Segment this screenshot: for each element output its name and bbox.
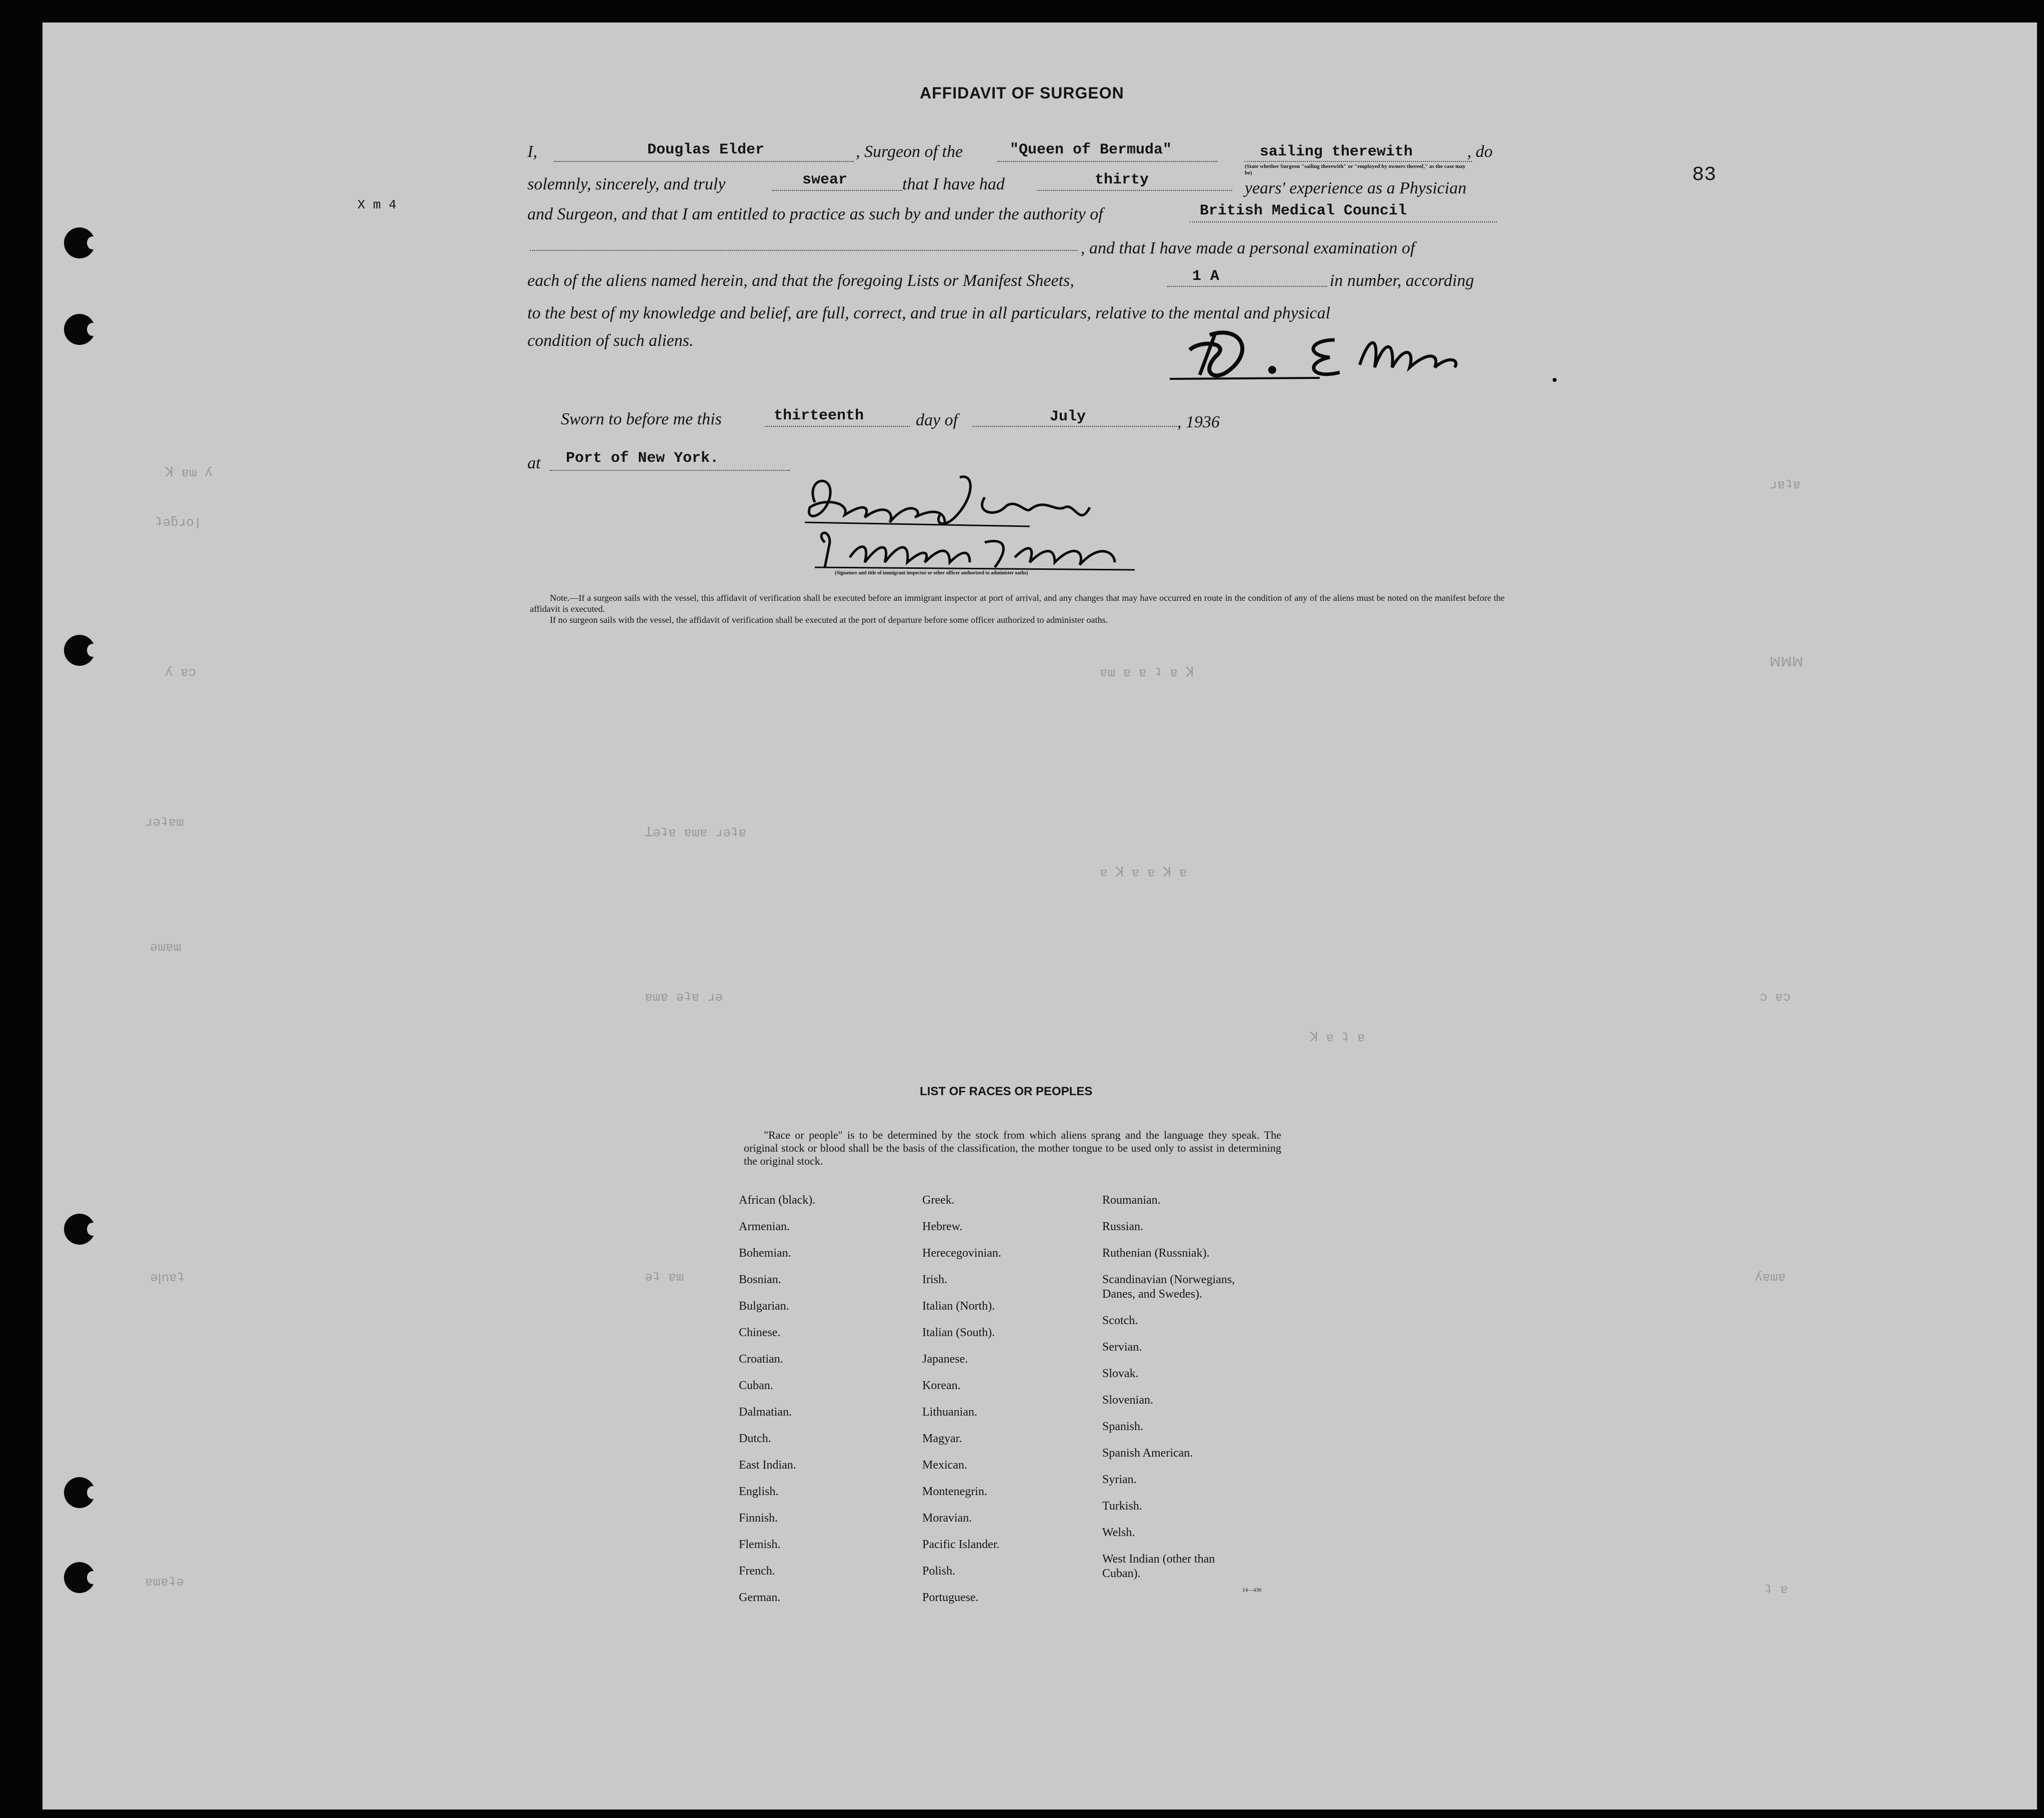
fill-line (554, 161, 854, 162)
race-item: Korean. (922, 1379, 961, 1392)
fill-line (1190, 221, 1497, 222)
races-intro: "Race or people" is to be determined by the stock from which aliens sprang and the language they speak. The original stock or blood shall be the basis of the classification, the mother tongue to be used only to assist in determining the original stock. (744, 1129, 1281, 1167)
race-item: Scotch. (1102, 1314, 1138, 1327)
race-item: Finnish. (739, 1512, 778, 1525)
affidavit-label: that I have had (902, 175, 1005, 193)
document-sheet (42, 22, 2037, 1810)
inspector-signature (795, 467, 1175, 582)
note-paragraph: Note.—If a surgeon sails with the vessel, this affidavit of verification shall be executed before an immigrant inspector at port of arrival, and any changes that may have occurred en route in the condition of any of the aliens must be noted on the manifest before the affidavit is executed. (530, 593, 1505, 614)
race-item: Slovenian. (1102, 1394, 1153, 1407)
race-item: Welsh. (1102, 1526, 1135, 1539)
fill-line (550, 470, 790, 471)
race-item: French. (739, 1565, 775, 1578)
sworn-day: thirteenth (774, 407, 864, 424)
race-item: Croatian. (739, 1353, 783, 1366)
affidavit-label: I, (527, 142, 537, 161)
race-item: Danes, and Swedes). (1102, 1288, 1202, 1301)
oath-type: swear (802, 171, 848, 188)
race-item: Pacific Islander. (922, 1538, 1000, 1551)
race-item: Hebrew. (922, 1220, 963, 1233)
sworn-label: at (527, 454, 541, 472)
fill-line (765, 426, 910, 427)
race-item: Dutch. (739, 1432, 771, 1445)
capacity-note: (State whether Surgeon "sailing therewith" or "employed by owners thereof," as the case may be) (1245, 163, 1466, 176)
race-item: Spanish American. (1102, 1447, 1193, 1460)
race-item: Polish. (922, 1565, 956, 1578)
note-paragraph: If no surgeon sails with the vessel, the affidavit of verification shall be executed at the port of departure before some officer authorized to administer oaths. (550, 615, 1108, 625)
race-item: Syrian. (1102, 1473, 1137, 1486)
race-item: Ruthenian (Russniak). (1102, 1247, 1210, 1260)
race-item: Cuban). (1102, 1567, 1141, 1580)
race-item: Servian. (1102, 1341, 1142, 1354)
page-number: 83 (1692, 164, 1717, 186)
race-item: German. (739, 1591, 781, 1604)
race-item: Cuban. (739, 1379, 773, 1392)
affidavit-label: , Surgeon of the (856, 142, 963, 161)
race-item: Spanish. (1102, 1420, 1144, 1433)
race-item: Bulgarian. (739, 1300, 789, 1313)
document-title: AFFIDAVIT OF SURGEON (920, 84, 1124, 102)
affidavit-label: each of the aliens named herein, and that the foregoing Lists or Manifest Sheets, (527, 271, 1074, 290)
punch-hole (64, 635, 95, 666)
sworn-year: , 1936 (1177, 413, 1220, 431)
fill-line (530, 250, 1077, 251)
race-item: Magyar. (922, 1432, 962, 1445)
punch-hole (64, 314, 95, 345)
affidavit-label: condition of such aliens. (527, 331, 694, 350)
surgeon-signature (1170, 320, 1560, 390)
signature-caption: (Signature and title of immigrant inspector or other officer authorized to administer oaths) (835, 570, 1028, 576)
race-item: Portuguese. (922, 1591, 979, 1604)
years-experience: thirty (1095, 171, 1149, 188)
surgeon-name: Douglas Elder (647, 141, 765, 158)
race-item: Flemish. (739, 1538, 781, 1551)
sworn-label: day of (916, 411, 958, 429)
surgeon-capacity: sailing therewith (1260, 143, 1413, 160)
affidavit-label: to the best of my knowledge and belief, are full, correct, and true in all particulars, relative to the mental and physical (527, 304, 1331, 322)
sworn-label: Sworn to before me this (561, 410, 722, 428)
form-number: 14—430 (1242, 1587, 1262, 1593)
race-item: Armenian. (739, 1220, 790, 1233)
race-item: East Indian. (739, 1459, 796, 1472)
race-item: Moravian. (922, 1512, 972, 1525)
race-item: Herecegovinian. (922, 1247, 1001, 1260)
fill-line (997, 161, 1217, 162)
race-item: Roumanian. (1102, 1194, 1161, 1207)
race-item: Slovak. (1102, 1367, 1139, 1380)
race-item: Japanese. (922, 1353, 968, 1366)
licensing-authority: British Medical Council (1200, 202, 1407, 219)
sworn-place: Port of New York. (566, 450, 719, 467)
fill-line (772, 190, 902, 191)
fill-line (972, 426, 1177, 427)
punch-hole (64, 227, 95, 258)
affidavit-label: years' experience as a Physician (1245, 179, 1467, 197)
race-item: Russian. (1102, 1220, 1144, 1233)
races-title: LIST OF RACES OR PEOPLES (920, 1085, 1093, 1098)
race-item: Turkish. (1102, 1500, 1142, 1513)
punch-hole (64, 1562, 95, 1593)
punch-hole (64, 1477, 95, 1508)
manifest-sheet-count: 1 A (1192, 268, 1220, 285)
affidavit-label: solemnly, sincerely, and truly (527, 175, 726, 193)
affidavit-label: , and that I have made a personal examination of (1081, 239, 1415, 257)
race-item: West Indian (other than (1102, 1553, 1215, 1566)
race-item: Italian (North). (922, 1300, 995, 1313)
fill-line (1167, 286, 1327, 287)
vessel-name: "Queen of Bermuda" (1010, 141, 1172, 158)
affidavit-label: in number, according (1330, 271, 1474, 290)
corner-mark: X m 4 (357, 197, 397, 212)
verification-note (530, 592, 1505, 625)
fill-line (1245, 161, 1472, 162)
affidavit-label: , do (1467, 142, 1493, 161)
race-item: English. (739, 1485, 779, 1498)
race-item: Lithuanian. (922, 1406, 977, 1419)
sworn-month: July (1050, 408, 1086, 425)
race-item: Irish. (922, 1273, 947, 1286)
race-item: Dalmatian. (739, 1406, 792, 1419)
race-item: Chinese. (739, 1326, 781, 1339)
race-item: Bosnian. (739, 1273, 781, 1286)
punch-hole (64, 1214, 95, 1245)
race-item: Bohemian. (739, 1247, 791, 1260)
race-item: Montenegrin. (922, 1485, 987, 1498)
race-item: Mexican. (922, 1459, 967, 1472)
race-item: Italian (South). (922, 1326, 995, 1339)
race-item: Scandinavian (Norwegians, (1102, 1273, 1235, 1286)
affidavit-label: and Surgeon, and that I am entitled to practice as such by and under the authority of (527, 205, 1103, 223)
race-item: Greek. (922, 1194, 955, 1207)
race-item: African (black). (739, 1194, 816, 1207)
fill-line (1037, 190, 1232, 191)
